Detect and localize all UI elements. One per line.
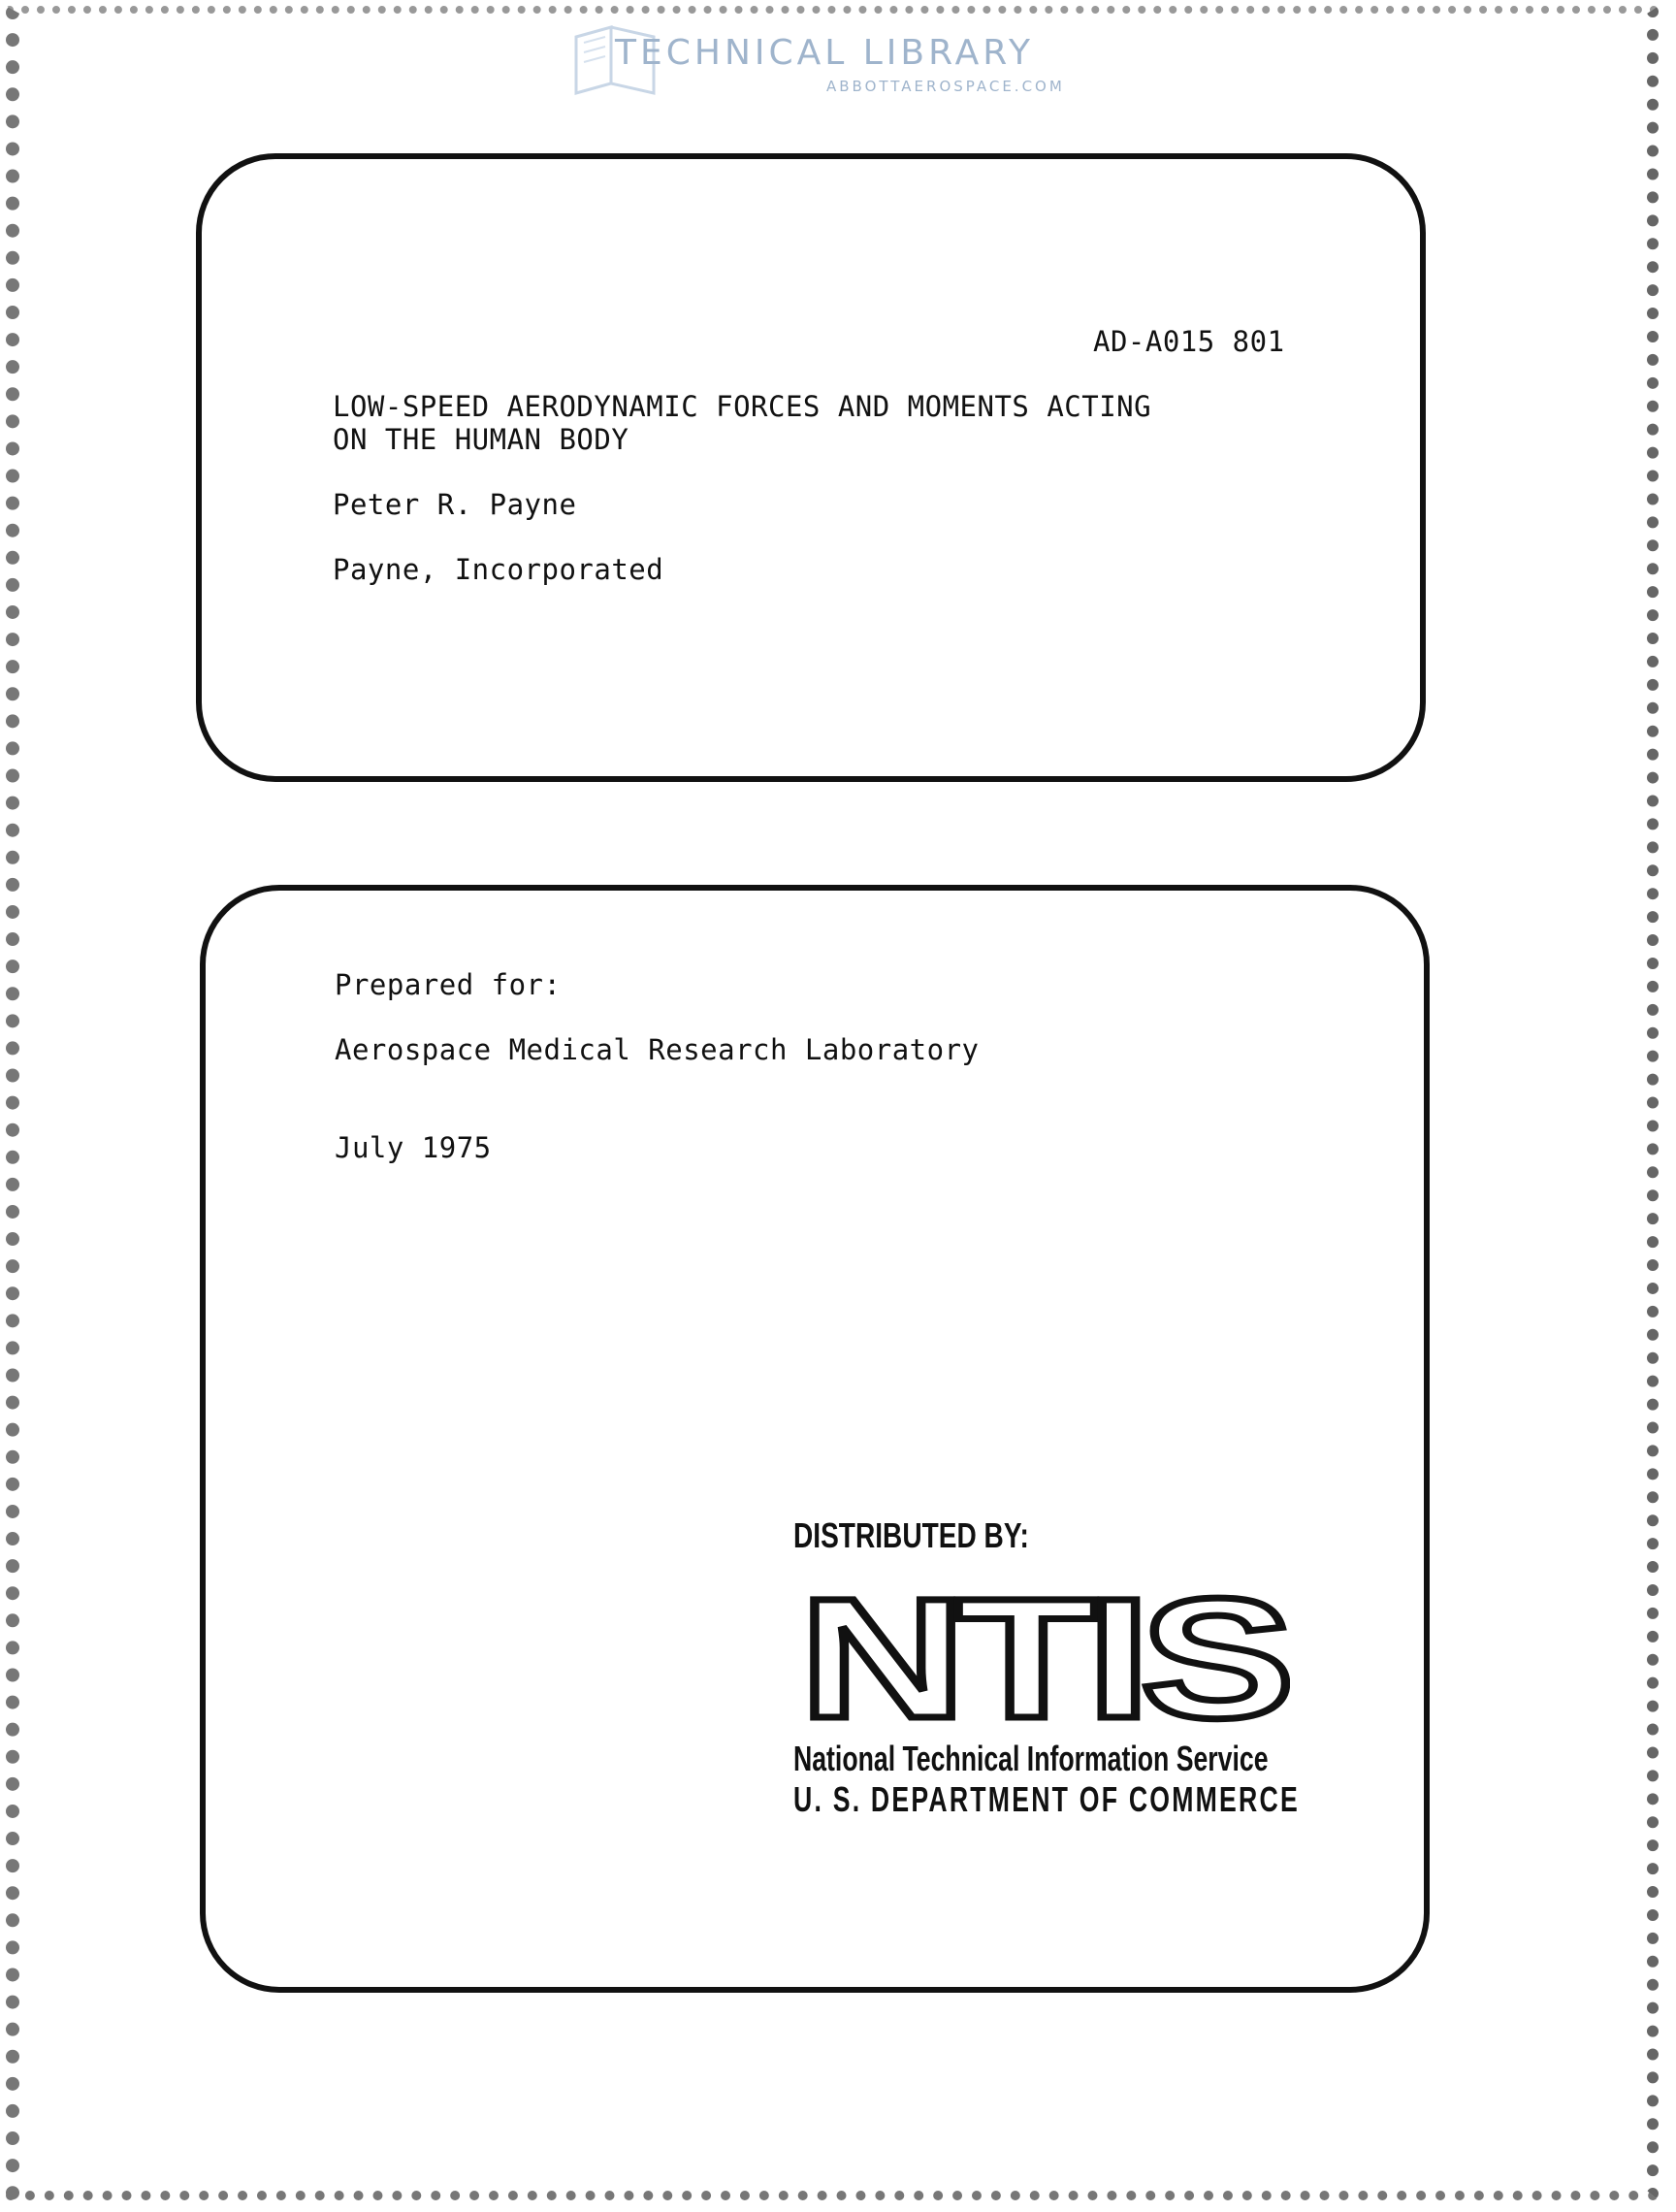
report-date: July 1975 bbox=[335, 1131, 492, 1164]
report-number: AD-A015 801 bbox=[1093, 325, 1285, 358]
watermark-title: TECHNICAL LIBRARY bbox=[615, 33, 1035, 73]
report-title-line-1: LOW-SPEED AERODYNAMIC FORCES AND MOMENTS ACTING bbox=[333, 390, 1152, 423]
department-name: U. S. DEPARTMENT OF COMMERCE bbox=[793, 1779, 1300, 1819]
ntis-full-name: National Technical Information Service bbox=[793, 1739, 1269, 1778]
distributed-by-label: DISTRIBUTED BY: bbox=[793, 1515, 1029, 1555]
watermark bbox=[572, 19, 1077, 107]
ntis-logo-text: NTIS bbox=[799, 1585, 1287, 1731]
ntis-logo bbox=[793, 1585, 1290, 1731]
report-info-card bbox=[196, 153, 1426, 782]
author-name: Peter R. Payne bbox=[333, 488, 577, 521]
organization-name: Payne, Incorporated bbox=[333, 553, 664, 586]
ntis-distribution-block bbox=[793, 1515, 1298, 1826]
recipient-name: Aerospace Medical Research Laboratory bbox=[335, 1033, 980, 1066]
report-title-line-2: ON THE HUMAN BODY bbox=[333, 423, 629, 456]
prepared-for-label: Prepared for: bbox=[335, 968, 562, 1001]
watermark-subtitle: ABBOTTAEROSPACE.COM bbox=[826, 78, 1065, 95]
